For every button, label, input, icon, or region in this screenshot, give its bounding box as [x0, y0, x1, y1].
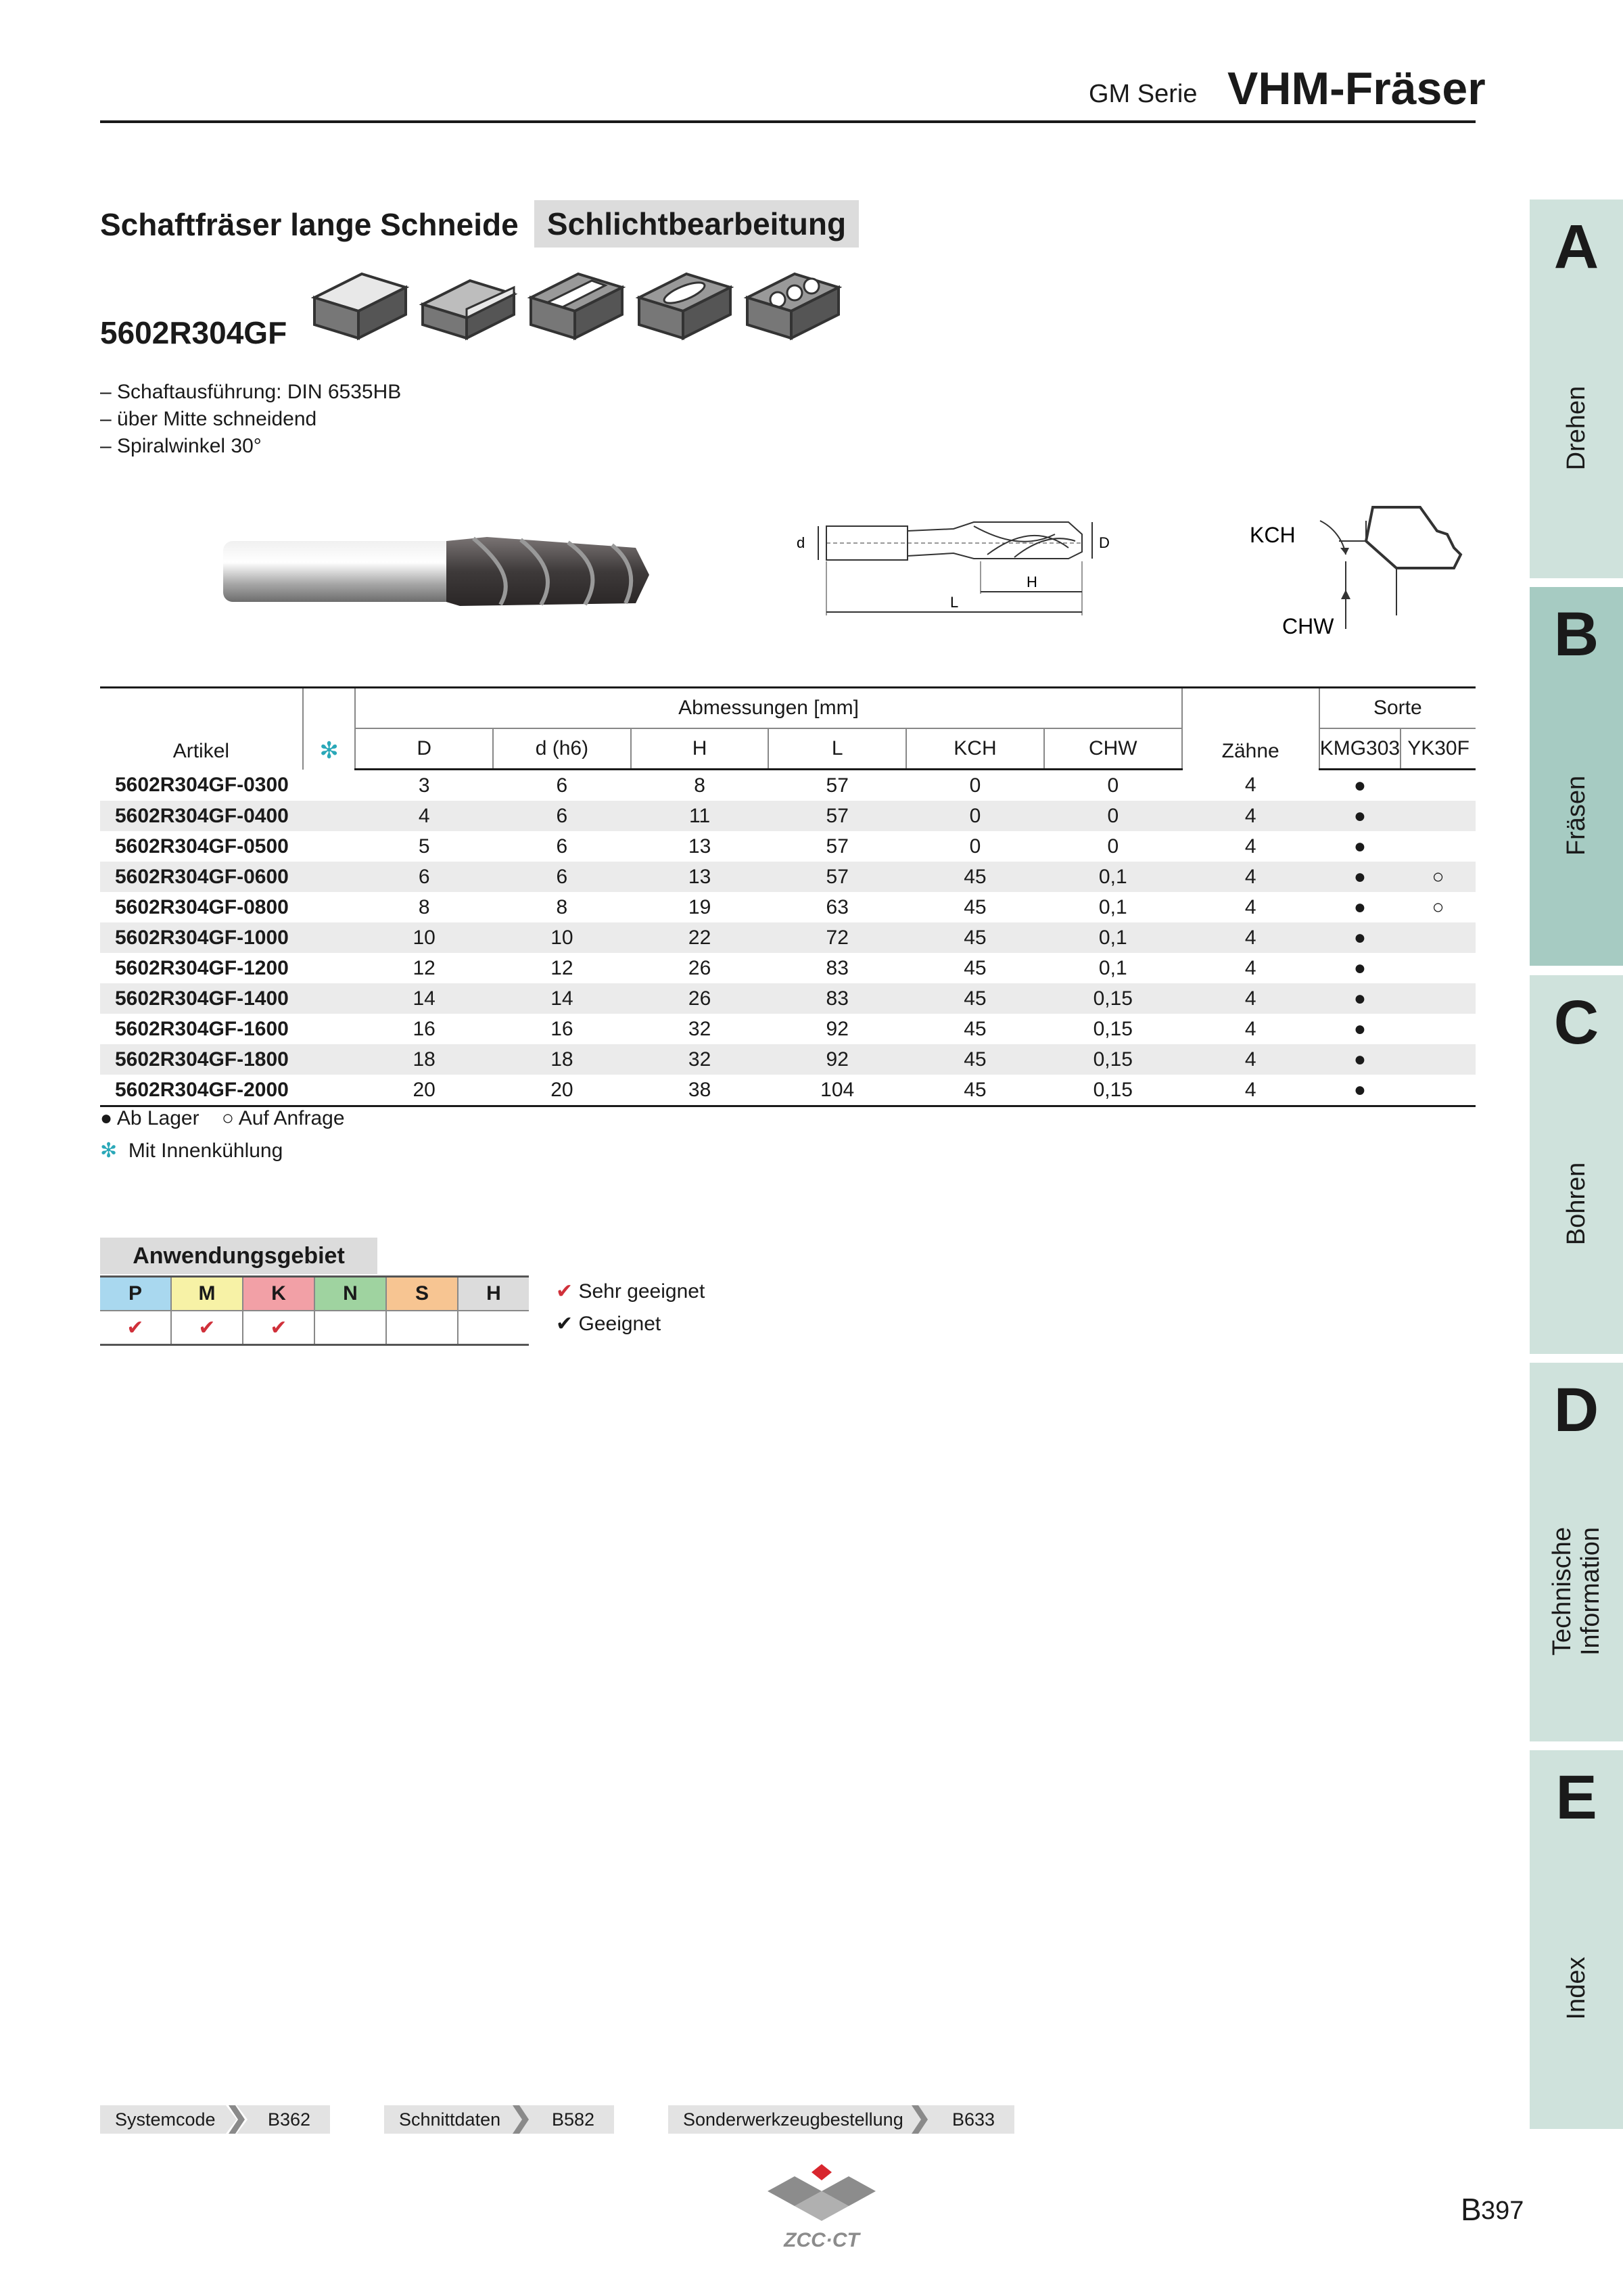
tab-drehen[interactable] — [1530, 200, 1623, 578]
tool-photo — [216, 534, 649, 615]
series-label: GM Serie — [1089, 80, 1198, 108]
chw-label: CHW — [1282, 614, 1334, 638]
table-row — [100, 801, 1476, 831]
cell-D: 4 — [355, 801, 493, 831]
tab-word: Fräsen — [1562, 775, 1591, 856]
cell-H: 26 — [631, 983, 769, 1014]
page-letter: B — [1461, 2192, 1482, 2227]
cell-artikel: 5602R304GF-1000 — [100, 922, 303, 953]
cell-CHW: 0,15 — [1093, 1017, 1133, 1040]
cell-D: 5 — [418, 835, 430, 858]
cell-yk30f — [1401, 1044, 1476, 1075]
table-row — [100, 922, 1476, 953]
link-label: Schnittdaten — [399, 2109, 501, 2130]
cell-artikel: 5602R304GF-1800 — [100, 1044, 303, 1075]
cell-artikel: 5602R304GF-1600 — [115, 1017, 289, 1040]
cell-D: 18 — [355, 1044, 493, 1075]
cell-KCH: 45 — [906, 862, 1044, 892]
tab-letter: B — [1553, 600, 1599, 669]
cell-L: 72 — [768, 922, 906, 953]
cell-H: 26 — [688, 956, 711, 979]
header-rule — [100, 120, 1476, 123]
table-row — [100, 892, 1476, 922]
slot-icon — [531, 274, 622, 338]
cell-L: 57 — [768, 862, 906, 892]
cell-CHW: 0,1 — [1044, 862, 1182, 892]
cell-artikel: 5602R304GF-0800 — [115, 895, 289, 918]
check-icon: ✔ — [556, 1313, 573, 1335]
cell-yk30f — [1401, 922, 1476, 953]
tab-letter: C — [1553, 988, 1599, 1057]
cell-CHW: 0 — [1107, 835, 1119, 858]
cell-D: 6 — [355, 862, 493, 892]
chamfer-drawing — [1244, 494, 1474, 656]
cell-D: 14 — [355, 983, 493, 1014]
facing-icon — [314, 274, 406, 338]
application-title: Anwendungsgebiet — [100, 1238, 377, 1274]
cell-KCH: 45 — [964, 1017, 987, 1040]
cell-artikel: 5602R304GF-0500 — [115, 835, 289, 858]
feature-list — [100, 379, 401, 460]
chevron-right-icon — [906, 2105, 933, 2134]
cell-KCH: 45 — [964, 895, 987, 918]
cell-d: 6 — [556, 774, 568, 797]
very-suitable-label: Sehr geeignet — [578, 1280, 705, 1303]
link-label: Systemcode — [115, 2109, 216, 2130]
cell-L: 92 — [826, 1017, 849, 1040]
table-row — [100, 953, 1476, 983]
cell-L: 83 — [826, 956, 849, 979]
material-group-s: S — [386, 1277, 458, 1311]
cell-D: 8 — [418, 895, 430, 918]
request-label: Auf Anfrage — [238, 1107, 345, 1129]
col-kmg303: KMG303 — [1319, 728, 1401, 770]
cell-d: 10 — [493, 922, 631, 953]
cell-H: 13 — [688, 835, 711, 858]
tab-fraesen[interactable] — [1530, 587, 1623, 966]
cell-d: 6 — [493, 862, 631, 892]
col-KCH: KCH — [906, 728, 1044, 770]
cell-L: 57 — [768, 801, 906, 831]
dim-D: D — [1099, 534, 1110, 551]
cell-KCH: 45 — [964, 956, 987, 979]
cell-cooling — [303, 770, 356, 801]
link-page: B582 — [552, 2109, 595, 2130]
operation-icons — [311, 267, 845, 348]
stock-bullet: ● — [100, 1107, 113, 1129]
cell-kmg303: ● — [1319, 983, 1401, 1014]
cell-teeth: 4 — [1182, 1075, 1319, 1106]
feature-item: – über Mitte schneidend — [100, 408, 317, 430]
cell-cooling — [303, 801, 356, 831]
cell-d: 6 — [556, 835, 568, 858]
cell-kmg303: ● — [1353, 895, 1366, 918]
article-code: 5602R304GF — [100, 315, 287, 350]
cell-artikel: 5602R304GF-2000 — [100, 1075, 303, 1106]
cell-teeth: 4 — [1244, 956, 1256, 979]
material-group-p: P — [100, 1277, 171, 1311]
cell-cooling — [303, 892, 356, 922]
cell-CHW: 0,1 — [1098, 895, 1127, 918]
cell-KCH: 45 — [906, 922, 1044, 953]
kch-label: KCH — [1250, 523, 1296, 547]
cell-yk30f — [1401, 770, 1476, 801]
cell-cooling — [303, 1014, 356, 1044]
cell-kmg303: ● — [1319, 1075, 1401, 1106]
cell-kmg303: ● — [1319, 862, 1401, 892]
tab-bohren[interactable] — [1530, 975, 1623, 1354]
cell-yk30f — [1401, 983, 1476, 1014]
cell-d: 12 — [550, 956, 573, 979]
cell-KCH: 0 — [906, 801, 1044, 831]
group-sorte: Sorte — [1319, 688, 1476, 729]
cell-teeth: 4 — [1244, 895, 1256, 918]
tab-word: Index — [1562, 1957, 1591, 2020]
feature-item: – Spiralwinkel 30° — [100, 435, 262, 457]
legend-cooling — [100, 1139, 283, 1163]
tool-drawing — [784, 514, 1136, 629]
cell-kmg303: ● — [1353, 774, 1366, 797]
page-number: 397 — [1481, 2197, 1524, 2225]
cell-CHW: 0,15 — [1044, 1075, 1182, 1106]
cell-L: 63 — [826, 895, 849, 918]
page-title: VHM-Fräser — [1227, 63, 1486, 114]
material-check-p: ✔ — [100, 1311, 171, 1345]
link-page: B633 — [952, 2109, 995, 2130]
material-check-k: ✔ — [243, 1311, 314, 1345]
tab-word: Drehen — [1562, 385, 1591, 471]
col-yk30f: YK30F — [1401, 728, 1476, 770]
col-L: L — [768, 728, 906, 770]
material-check-n — [314, 1311, 386, 1345]
cell-CHW: 0,1 — [1044, 922, 1182, 953]
table-row — [100, 1075, 1476, 1106]
group-dimensions: Abmessungen [mm] — [355, 688, 1181, 729]
cell-kmg303: ● — [1353, 1017, 1366, 1040]
cell-yk30f — [1401, 1014, 1476, 1044]
chevron-right-icon — [223, 2105, 250, 2134]
machining-tag: Schlichtbearbeitung — [534, 200, 859, 248]
cell-KCH: 0 — [969, 835, 981, 858]
article-table — [100, 686, 1476, 1107]
cell-teeth: 4 — [1244, 835, 1256, 858]
material-check-h — [458, 1311, 529, 1345]
cell-H: 38 — [631, 1075, 769, 1106]
dim-H: H — [1027, 573, 1037, 590]
material-check-m: ✔ — [171, 1311, 243, 1345]
feature-item: – Schaftausführung: DIN 6535HB — [100, 381, 402, 403]
cell-yk30f — [1401, 953, 1476, 983]
cell-D: 16 — [413, 1017, 436, 1040]
cell-artikel: 5602R304GF-0300 — [115, 773, 289, 796]
cell-CHW: 0 — [1107, 774, 1119, 797]
dim-d: d — [797, 534, 805, 551]
cell-L: 92 — [768, 1044, 906, 1075]
link-page: B362 — [268, 2109, 311, 2130]
section-title: Schaftfräser lange Schneide — [100, 207, 519, 242]
tab-technische-information[interactable] — [1530, 1363, 1623, 1741]
cell-H: 8 — [694, 774, 705, 797]
cell-d: 8 — [556, 895, 568, 918]
cell-teeth: 4 — [1182, 922, 1319, 953]
material-group-k: K — [243, 1277, 314, 1311]
cell-artikel: 5602R304GF-1200 — [115, 956, 289, 979]
table-row — [100, 770, 1476, 801]
cooling-label: Mit Innenkühlung — [128, 1140, 283, 1162]
article-rows — [100, 770, 1476, 1106]
cell-teeth: 4 — [1182, 983, 1319, 1014]
cell-yk30f — [1401, 801, 1476, 831]
suitable-legend — [556, 1312, 661, 1336]
cell-teeth: 4 — [1244, 1017, 1256, 1040]
cell-L: 104 — [768, 1075, 906, 1106]
cell-CHW: 0,1 — [1098, 956, 1127, 979]
cell-cooling — [303, 1044, 356, 1075]
col-CHW: CHW — [1044, 728, 1182, 770]
cell-D: 10 — [355, 922, 493, 953]
request-bullet: ○ — [221, 1107, 235, 1129]
cell-d: 20 — [493, 1075, 631, 1106]
cooling-icon: ✻ — [319, 737, 339, 764]
table-row — [100, 1014, 1476, 1044]
cell-kmg303: ● — [1319, 922, 1401, 953]
cell-teeth: 4 — [1244, 773, 1256, 796]
material-group-m: M — [171, 1277, 243, 1311]
cell-cooling — [303, 953, 356, 983]
tab-index[interactable] — [1530, 1750, 1623, 2129]
table-row — [100, 831, 1476, 862]
suitable-label: Geeignet — [578, 1313, 661, 1335]
material-check-s — [386, 1311, 458, 1345]
cell-H: 32 — [688, 1017, 711, 1040]
shoulder-icon — [423, 281, 514, 338]
logo-text: ZCC·CT — [784, 2229, 860, 2251]
link-sonderwerkzeug[interactable] — [668, 2105, 1014, 2134]
cell-cooling — [303, 862, 356, 892]
table-row — [100, 1044, 1476, 1075]
check-red-icon: ✔ — [556, 1280, 573, 1303]
chevron-right-icon — [507, 2105, 534, 2134]
cell-yk30f — [1401, 1075, 1476, 1106]
application-table — [100, 1275, 529, 1346]
pocket-icon — [639, 274, 730, 338]
cell-H: 19 — [688, 895, 711, 918]
cell-d: 6 — [493, 801, 631, 831]
cell-kmg303: ● — [1353, 835, 1366, 858]
tab-letter: E — [1555, 1763, 1597, 1832]
cell-KCH: 45 — [906, 983, 1044, 1014]
cell-KCH: 0 — [969, 774, 981, 797]
col-d: d (h6) — [493, 728, 631, 770]
cell-cooling — [303, 983, 356, 1014]
col-H: H — [631, 728, 769, 770]
tab-word: Bohren — [1562, 1162, 1591, 1246]
cell-CHW: 0 — [1044, 801, 1182, 831]
cell-yk30f: ○ — [1401, 862, 1476, 892]
cell-CHW: 0,15 — [1044, 983, 1182, 1014]
tab-word: Technische Information — [1548, 1526, 1605, 1656]
tab-letter: D — [1553, 1376, 1599, 1445]
material-group-n: N — [314, 1277, 386, 1311]
cell-L: 83 — [768, 983, 906, 1014]
table-row — [100, 862, 1476, 892]
cell-CHW: 0,15 — [1044, 1044, 1182, 1075]
cell-KCH: 45 — [906, 1075, 1044, 1106]
cell-teeth: 4 — [1182, 1044, 1319, 1075]
cell-kmg303: ● — [1353, 956, 1366, 979]
cell-cooling — [303, 831, 356, 862]
link-label: Sonderwerkzeugbestellung — [683, 2109, 903, 2130]
tab-letter: A — [1553, 212, 1599, 281]
cell-yk30f — [1401, 831, 1476, 862]
stock-label: Ab Lager — [116, 1107, 199, 1129]
cell-artikel: 5602R304GF-0600 — [100, 862, 303, 892]
cell-L: 57 — [826, 835, 849, 858]
legend-stock — [100, 1107, 345, 1130]
link-systemcode[interactable] — [100, 2105, 330, 2134]
col-teeth: Zähne — [1182, 688, 1319, 770]
cell-d: 16 — [550, 1017, 573, 1040]
cell-D: 12 — [413, 956, 436, 979]
cell-teeth: 4 — [1182, 801, 1319, 831]
cell-d: 14 — [493, 983, 631, 1014]
dim-L: L — [950, 594, 959, 611]
table-row — [100, 983, 1476, 1014]
link-schnittdaten[interactable] — [384, 2105, 614, 2134]
cell-yk30f: ○ — [1432, 895, 1444, 918]
cell-L: 57 — [826, 774, 849, 797]
cell-cooling — [303, 1075, 356, 1106]
zcc-ct-logo — [764, 2164, 879, 2252]
cell-artikel: 5602R304GF-1400 — [100, 983, 303, 1014]
material-group-h: H — [458, 1277, 529, 1311]
cell-d: 18 — [493, 1044, 631, 1075]
cell-H: 22 — [631, 922, 769, 953]
cell-teeth: 4 — [1182, 862, 1319, 892]
cell-H: 11 — [631, 801, 769, 831]
plunge-icon — [747, 274, 839, 338]
cell-kmg303: ● — [1319, 801, 1401, 831]
cell-H: 32 — [631, 1044, 769, 1075]
cell-cooling — [303, 922, 356, 953]
col-artikel: Artikel — [100, 688, 303, 770]
col-D: D — [355, 728, 493, 770]
cell-KCH: 45 — [906, 1044, 1044, 1075]
cell-kmg303: ● — [1319, 1044, 1401, 1075]
very-suitable-legend — [556, 1280, 705, 1303]
cell-D: 3 — [418, 774, 430, 797]
cell-H: 13 — [631, 862, 769, 892]
cell-artikel: 5602R304GF-0400 — [100, 801, 303, 831]
cooling-legend-icon: ✻ — [100, 1140, 118, 1162]
cell-D: 20 — [355, 1075, 493, 1106]
